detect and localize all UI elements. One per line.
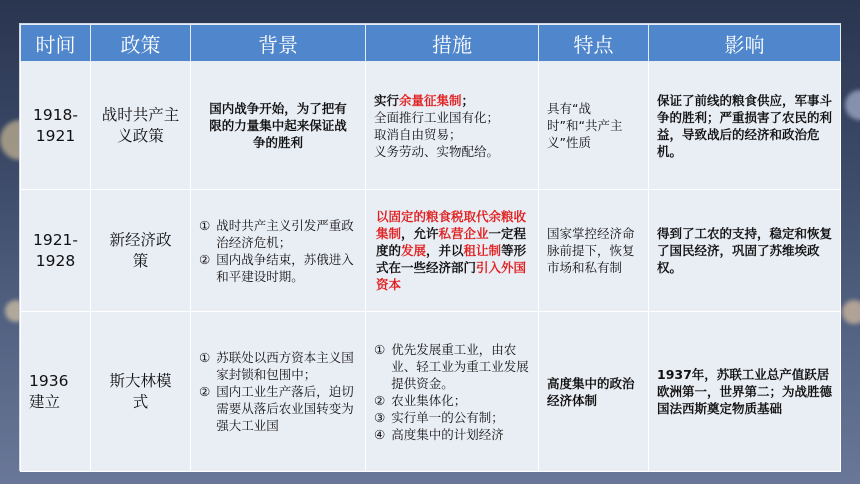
list-number: ② — [374, 392, 386, 408]
cell-policy: 战时共产主义政策 — [91, 62, 191, 190]
highlight-text: 引入外国资本 — [376, 260, 527, 292]
table-row — [21, 62, 841, 190]
measure-line — [374, 92, 530, 109]
list-item — [374, 426, 530, 443]
list-item — [199, 251, 357, 285]
cell-impact: 保证了前线的粮食供应，军事斗争的胜利；严重损害了农民的利益，导致战后的经济和政治危机。 — [649, 62, 841, 190]
cell-measures — [366, 190, 539, 312]
cell-background — [191, 312, 366, 472]
cell-policy: 新经济政策 — [91, 190, 191, 312]
cell-era: 1918-1921 — [21, 62, 91, 190]
cell-features: 国家掌控经济命脉前提下，恢复市场和私有制 — [539, 190, 649, 312]
cell-policy: 斯大林模式 — [91, 312, 191, 472]
list-item — [374, 409, 530, 426]
list-text: 国内工业生产落后，迫切需要从落后农业国转变为强大工业国 — [216, 384, 354, 433]
cell-measures — [366, 312, 539, 472]
list-number: ① — [199, 350, 211, 365]
measure-text: 等形式在一些经济部门 — [376, 243, 527, 275]
table-row — [21, 312, 841, 472]
header-features: 特点 — [539, 25, 649, 62]
list-number: ① — [374, 341, 386, 357]
highlight-text: 私营企业 — [438, 226, 489, 241]
measure-text: ，并以 — [426, 243, 464, 258]
measure-text: ； — [461, 92, 475, 108]
list-text: 国内战争结束，苏俄进入和平建设时期。 — [216, 251, 354, 284]
measure-line: 义务劳动、实物配给。 — [374, 143, 500, 159]
measure-line: 全面推行工业国有化； — [374, 109, 500, 125]
list-text: 高度集中的计划经济 — [391, 426, 504, 442]
list-item — [374, 341, 530, 392]
cell-background — [191, 190, 366, 312]
measure-text: 一定程度的 — [376, 226, 527, 258]
header-background: 背景 — [191, 25, 366, 62]
table-row — [21, 190, 841, 312]
background-glow — [845, 90, 860, 120]
measure-text: 实行 — [374, 92, 400, 108]
header-measures: 措施 — [366, 25, 539, 62]
cell-features: 具有“战时”和“共产主义”性质 — [539, 62, 649, 190]
cell-background: 国内战争开始，为了把有限的力量集中起来保证战争的胜利 — [191, 62, 366, 190]
list-number: ③ — [374, 409, 386, 425]
list-item — [199, 383, 357, 434]
list-number: ② — [199, 251, 211, 267]
header-policy: 政策 — [91, 25, 191, 62]
list-number: ② — [199, 384, 211, 399]
list-text: 优先发展重工业，由农业、轻工业为重工业发展提供资金。 — [391, 341, 529, 391]
list-item — [199, 217, 357, 251]
highlight-text: 发展 — [401, 243, 427, 258]
background-glow — [842, 300, 860, 324]
list-text: 苏联处以西方资本主义国家封锁和包围中； — [216, 350, 354, 382]
highlight-text: 以固定的粮食税取代余粮收集制 — [376, 209, 527, 241]
cell-features: 高度集中的政治经济体制 — [539, 312, 649, 472]
highlight-text: 租让制 — [463, 243, 502, 258]
header-time: 时间 — [21, 25, 91, 62]
highlight-text: 余量征集制 — [399, 92, 462, 108]
list-item — [199, 349, 357, 383]
measure-line: 取消自由贸易； — [374, 126, 462, 142]
list-text: 实行单一的公有制； — [391, 409, 504, 425]
list-item — [374, 392, 530, 409]
list-text: 战时共产主义引发严重政治经济危机； — [216, 217, 354, 250]
cell-measures — [366, 62, 539, 190]
policy-comparison-table — [20, 24, 840, 470]
cell-era: 1936建立 — [21, 312, 91, 472]
header-impact: 影响 — [649, 25, 841, 62]
list-text: 农业集体化； — [391, 392, 467, 408]
list-number: ① — [199, 217, 211, 233]
header-row — [21, 25, 841, 62]
cell-impact: 1937年，苏联工业总产值跃居欧洲第一，世界第二；为战胜德国法西斯奠定物质基础 — [649, 312, 841, 472]
cell-impact: 得到了工农的支持，稳定和恢复了国民经济，巩固了苏维埃政权。 — [649, 190, 841, 312]
list-number: ④ — [374, 426, 386, 442]
cell-era: 1921-1928 — [21, 190, 91, 312]
measure-text: ，允许 — [401, 226, 439, 241]
